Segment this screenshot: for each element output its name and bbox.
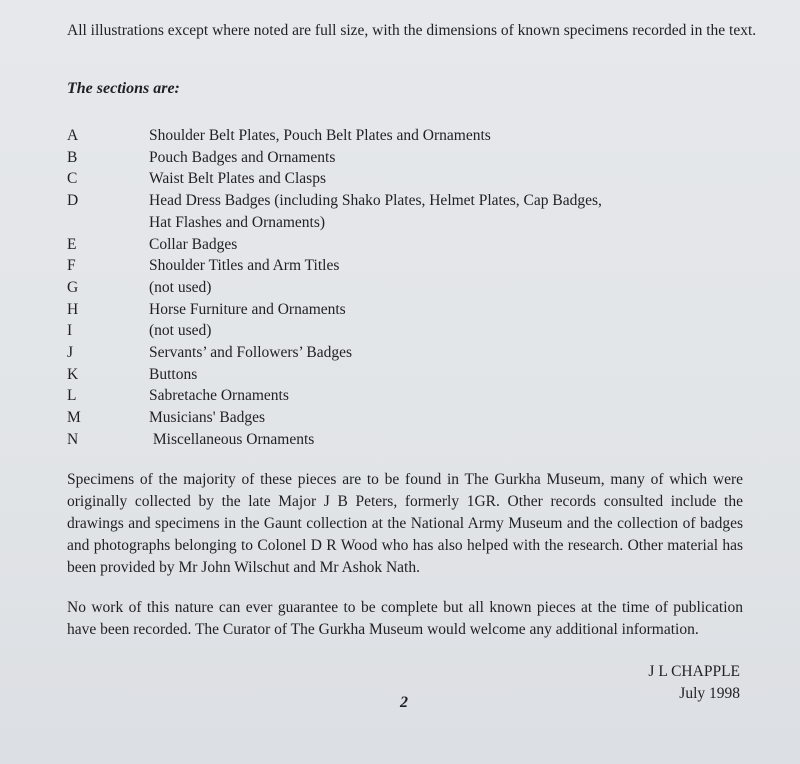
section-title: Miscellaneous Ornaments bbox=[149, 430, 315, 448]
completeness-paragraph: No work of this nature can ever guarantee to be complete but all known pieces at the time of publication have been recorded. The Curator of The Gurkha Museum would welcome any additional information. bbox=[67, 599, 743, 638]
section-title: Sabretache Ornaments bbox=[149, 387, 289, 405]
section-title: Shoulder Titles and Arm Titles bbox=[149, 257, 340, 275]
section-row-k bbox=[67, 364, 707, 386]
section-letter: G bbox=[67, 278, 79, 296]
section-title: Servants’ and Followers’ Badges bbox=[149, 344, 353, 362]
page-number: 2 bbox=[400, 694, 408, 711]
section-title: (not used) bbox=[149, 278, 212, 296]
section-row-l bbox=[67, 385, 707, 407]
section-row-i bbox=[67, 320, 707, 342]
section-letter: J bbox=[67, 344, 74, 362]
author-name: J L CHAPPLE bbox=[648, 663, 740, 680]
section-title: Horse Furniture and Ornaments bbox=[149, 300, 346, 318]
section-row-f bbox=[67, 255, 707, 277]
section-row-d-continued bbox=[67, 212, 707, 234]
section-title: (not used) bbox=[149, 322, 212, 340]
section-letter: A bbox=[67, 127, 79, 144]
section-letter: D bbox=[67, 192, 79, 210]
signature-date: July 1998 bbox=[679, 685, 740, 702]
section-row-a bbox=[67, 125, 707, 147]
section-row-b bbox=[67, 147, 707, 169]
section-row-n bbox=[67, 429, 707, 451]
section-letter: F bbox=[67, 257, 76, 275]
section-letter-blank bbox=[67, 212, 149, 234]
section-row-h bbox=[67, 299, 707, 321]
section-row-m bbox=[67, 407, 707, 429]
section-letter: C bbox=[67, 170, 78, 188]
section-letter: L bbox=[67, 387, 77, 405]
specimens-paragraph: Specimens of the majority of these pieces are to be found in The Gurkha Museum, many of which were originally collected by the late Major J B Peters, formerly 1GR. Other records consulted include the drawings and specimens in the Gaunt collection at the National Army Museum and the collection of badges and photographs belonging to Colonel D R Wood who has also helped with the research. Other material has been provided by Mr John Wilschut and Mr Ashok Nath. bbox=[67, 471, 743, 576]
section-letter: N bbox=[67, 430, 79, 448]
section-letter: B bbox=[67, 148, 78, 166]
section-letter: H bbox=[67, 300, 79, 318]
section-letter: I bbox=[67, 322, 73, 340]
section-title: Head Dress Badges (including Shako Plates, Helmet Plates, Cap Badges, bbox=[149, 192, 602, 210]
section-title: Waist Belt Plates and Clasps bbox=[149, 170, 326, 188]
section-row-j bbox=[67, 342, 707, 364]
section-title-continued: Hat Flashes and Ornaments) bbox=[149, 213, 326, 231]
section-row-c bbox=[67, 168, 707, 190]
section-row-d bbox=[67, 190, 707, 212]
section-row-g bbox=[67, 277, 707, 299]
section-title: Shoulder Belt Plates, Pouch Belt Plates and Ornaments bbox=[149, 127, 491, 144]
section-row-e bbox=[67, 234, 707, 256]
section-title: Musicians' Badges bbox=[149, 409, 266, 427]
signature-block bbox=[560, 661, 740, 705]
section-letter: E bbox=[67, 235, 77, 253]
section-letter: M bbox=[67, 409, 81, 427]
section-title: Pouch Badges and Ornaments bbox=[149, 148, 336, 166]
section-title: Collar Badges bbox=[149, 235, 238, 253]
section-title: Buttons bbox=[149, 365, 198, 383]
sections-heading: The sections are: bbox=[67, 80, 180, 97]
section-letter: K bbox=[67, 365, 79, 383]
section-list bbox=[67, 125, 707, 451]
intro-paragraph: All illustrations except where noted are full size, with the dimensions of known specimens recorded in the text. bbox=[67, 22, 757, 39]
